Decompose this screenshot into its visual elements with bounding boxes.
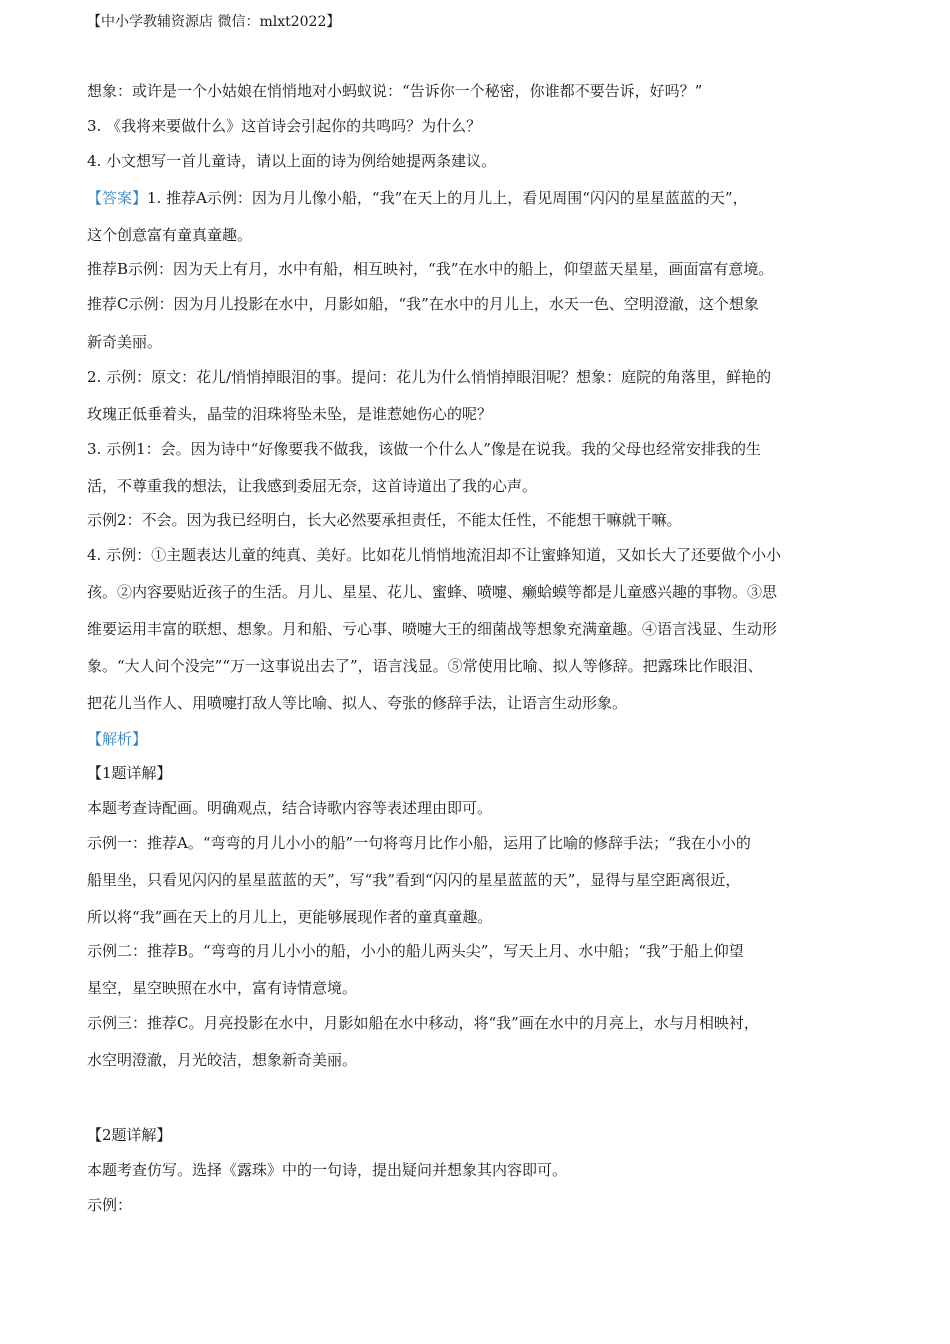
text-line: 示例： xyxy=(87,1196,133,1214)
text-line: 本题考查仿写。选择《露珠》中的一句诗，提出疑问并想象其内容即可。 xyxy=(87,1161,568,1179)
text-line: 把花儿当作人、用喷嚏打敌人等比喻、拟人、夸张的修辞手法，让语言生动形象。 xyxy=(87,694,628,712)
text-line: 3. 示例1：会。因为诗中“好像要我不做我，该做一个什么人”像是在说我。我的父母也经常安排我的生 xyxy=(87,440,761,458)
section-heading: 【1题详解】 xyxy=(87,764,172,782)
text-line: 新奇美丽。 xyxy=(87,333,163,351)
text-line: 示例二：推荐B。“弯弯的月儿小小的船，小小的船儿两头尖”，写天上月、水中船；“我”于船上仰望 xyxy=(87,942,744,960)
text-line: 2. 示例：原文：花儿/悄悄掉眼泪的事。提问：花儿为什么悄悄掉眼泪呢？想象：庭院的角落里，鲜艳的 xyxy=(87,368,772,386)
question-3: 3. 《我将来要做什么》这首诗会引起你的共鸣吗？为什么？ xyxy=(87,117,482,135)
text-line: 示例三：推荐C。月亮投影在水中，月影如船在水中移动，将“我”画在水中的月亮上，水与月相映衬， xyxy=(87,1014,759,1032)
text-line: 推荐C示例：因为月儿投影在水中，月影如船，“我”在水中的月儿上，水天一色、空明澄澈，这个想象 xyxy=(87,295,759,313)
text-line: 活，不尊重我的想法，让我感到委屈无奈，这首诗道出了我的心声。 xyxy=(87,477,538,495)
text-line: 维要运用丰富的联想、想象。月和船、亏心事、喷嚏大王的细菌战等想象充满童趣。④语言浅显、生动形 xyxy=(87,620,778,638)
text-line: 推荐B示例：因为天上有月，水中有船，相互映衬，“我”在水中的船上，仰望蓝天星星，画面富有意境。 xyxy=(87,260,774,278)
text-line: 本题考查诗配画。明确观点，结合诗歌内容等表述理由即可。 xyxy=(87,799,493,817)
text-line: 象。“大人问个没完”“万一这事说出去了”，语言浅显。⑤常使用比喻、拟人等修辞。把露珠比作眼泪、 xyxy=(87,657,763,675)
text-line: 4. 示例：①主题表达儿童的纯真、美好。比如花儿悄悄地流泪却不让蜜蜂知道，又如长大了还要做个小小 xyxy=(87,546,782,564)
answer-tag: 【答案】 xyxy=(87,189,148,207)
analysis-tag: 【解析】 xyxy=(87,730,148,748)
answer-line xyxy=(87,187,748,209)
text-line: 星空，星空映照在水中，富有诗情意境。 xyxy=(87,979,358,997)
text-line: 玫瑰正低垂着头，晶莹的泪珠将坠未坠，是谁惹她伤心的呢？ xyxy=(87,405,493,423)
text-line: 船里坐，只看见闪闪的星星蓝蓝的天”，写“我”看到“闪闪的星星蓝蓝的天”，显得与星空距离很近， xyxy=(87,871,741,889)
page-header-watermark: 【中小学教辅资源店 微信：mlxt2022】 xyxy=(87,14,341,30)
text-line: 孩。②内容要贴近孩子的生活。月儿、星星、花儿、蜜蜂、喷嚏、癞蛤蟆等都是儿童感兴趣的事物。③思 xyxy=(87,583,778,601)
text-line: 这个创意富有童真童趣。 xyxy=(87,226,253,244)
text-line: 想象：或许是一个小姑娘在悄悄地对小蚂蚁说：“告诉你一个秘密，你谁都不要告诉，好吗？” xyxy=(87,82,703,100)
answer-text: 1. 推荐A示例：因为月儿像小船，“我”在天上的月儿上，看见周围“闪闪的星星蓝蓝的天”， xyxy=(147,189,748,207)
section-heading: 【2题详解】 xyxy=(87,1126,172,1144)
text-line: 示例2：不会。因为我已经明白，长大必然要承担责任，不能太任性，不能想干嘛就干嘛。 xyxy=(87,511,682,529)
text-line: 示例一：推荐A。“弯弯的月儿小小的船”一句将弯月比作小船，运用了比喻的修辞手法；“我在小小的 xyxy=(87,834,751,852)
text-line: 水空明澄澈，月光皎洁，想象新奇美丽。 xyxy=(87,1051,358,1069)
question-4: 4. 小文想写一首儿童诗，请以上面的诗为例给她提两条建议。 xyxy=(87,152,497,170)
text-line: 所以将“我”画在天上的月儿上，更能够展现作者的童真童趣。 xyxy=(87,908,493,926)
